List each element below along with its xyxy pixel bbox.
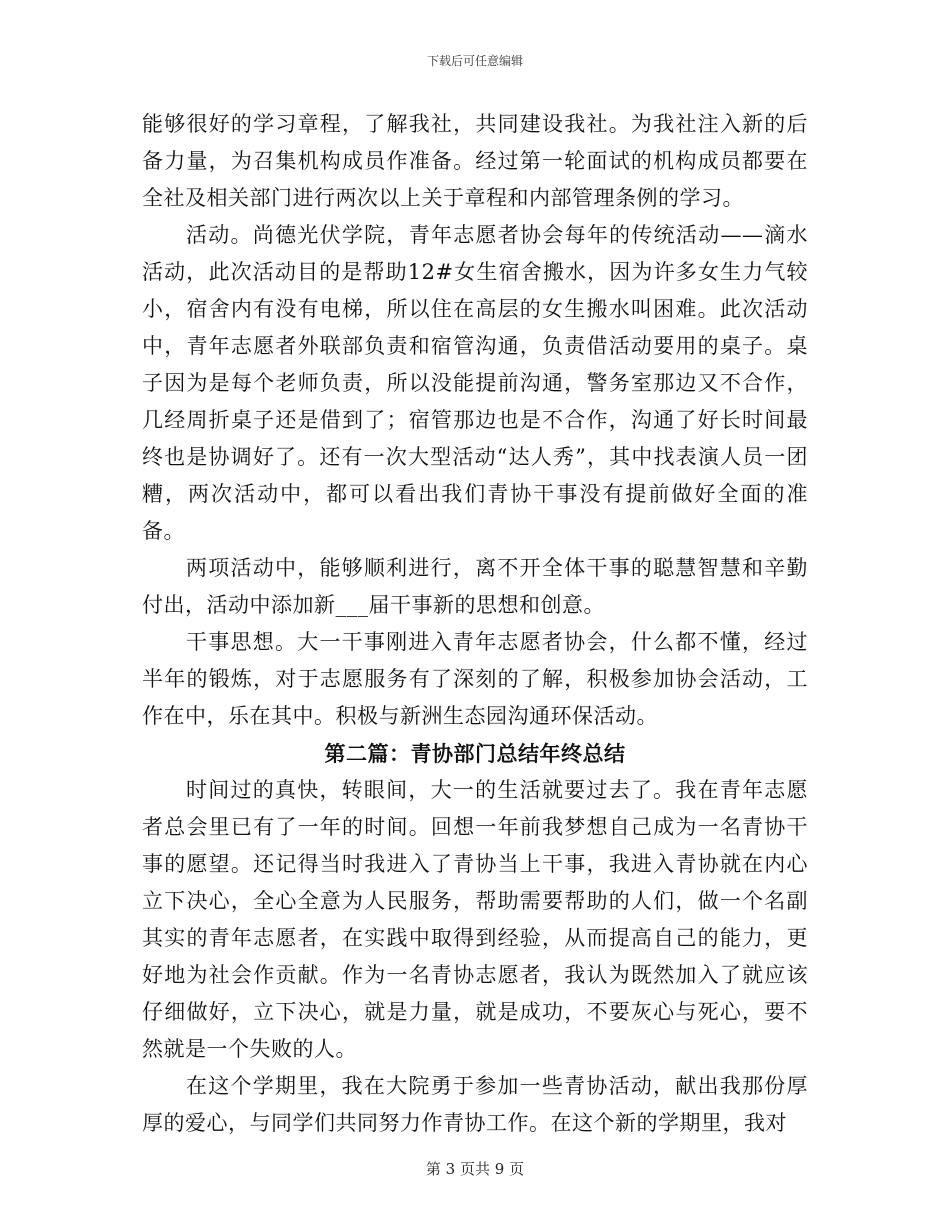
paragraph-two-activities: 两项活动中，能够顺利进行，离不开全体干事的聪慧智慧和辛勤付出，活动中添加新___届干事新的思想和创意。	[142, 556, 808, 617]
document-body	[142, 106, 808, 1142]
paragraph-continuation: 能够很好的学习章程，了解我社，共同建设我社。为我社注入新的后备力量，为召集机构成员作准备。经过第一轮面试的机构成员都要在全社及相关部门进行两次以上关于章程和内部管理条例的学习。	[142, 112, 808, 210]
paragraph-activities: 活动。尚德光伏学院，青年志愿者协会每年的传统活动——滴水活动，此次活动目的是帮助12#女生宿舍搬水，因为许多女生力气较小，宿舍内有没有电梯，所以住在高层的女生搬水叫困难。此次活动中，青年志愿者外联部负责和宿管沟通，负责借活动要用的桌子。桌子因为是每个老师负责，所以没能提前沟通，警务室那边又不合作，几经周折桌子还是借到了；宿管那边也是不合作，沟通了好长时间最终也是协调好了。还有一次大型活动“达人秀”，其中找表演人员一团糟，两次活动中，都可以看出我们青协干事没有提前做好全面的准备。	[142, 223, 808, 543]
section-title: 第二篇：青协部门总结年终总结	[324, 741, 626, 766]
paragraph-time-flies: 时间过的真快，转眼间，大一的生活就要过去了。我在青年志愿者总会里已有了一年的时间。回想一年前我梦想自己成为一名青协干事的愿望。还记得当时我进入了青协当上干事，我进入青协就在内心立下决心，全心全意为人民服务，帮助需要帮助的人们，做一个名副其实的青年志愿者，在实践中取得到经验，从而提高自己的能力，更好地为社会作贡献。作为一名青协志愿者，我认为既然加入了就应该仔细做好，立下决心，就是力量，就是成功，不要灰心与死心，要不然就是一个失败的人。	[142, 778, 808, 1061]
page-header: 下载后可任意编辑	[426, 54, 523, 68]
paragraph-officer-thoughts: 干事思想。大一干事刚进入青年志愿者协会，什么都不懂，经过半年的锻炼，对于志愿服务有了深刻的了解，积极参加协会活动，工作在中，乐在其中。积极与新洲生态园沟通环保活动。	[142, 630, 808, 728]
paragraph-this-semester: 在这个学期里，我在大院勇于参加一些青协活动，献出我那份厚厚的爱心，与同学们共同努力作青协工作。在这个新的学期里，我对	[142, 1074, 808, 1135]
page-number: 第 3 页共 9 页	[425, 1160, 525, 1178]
